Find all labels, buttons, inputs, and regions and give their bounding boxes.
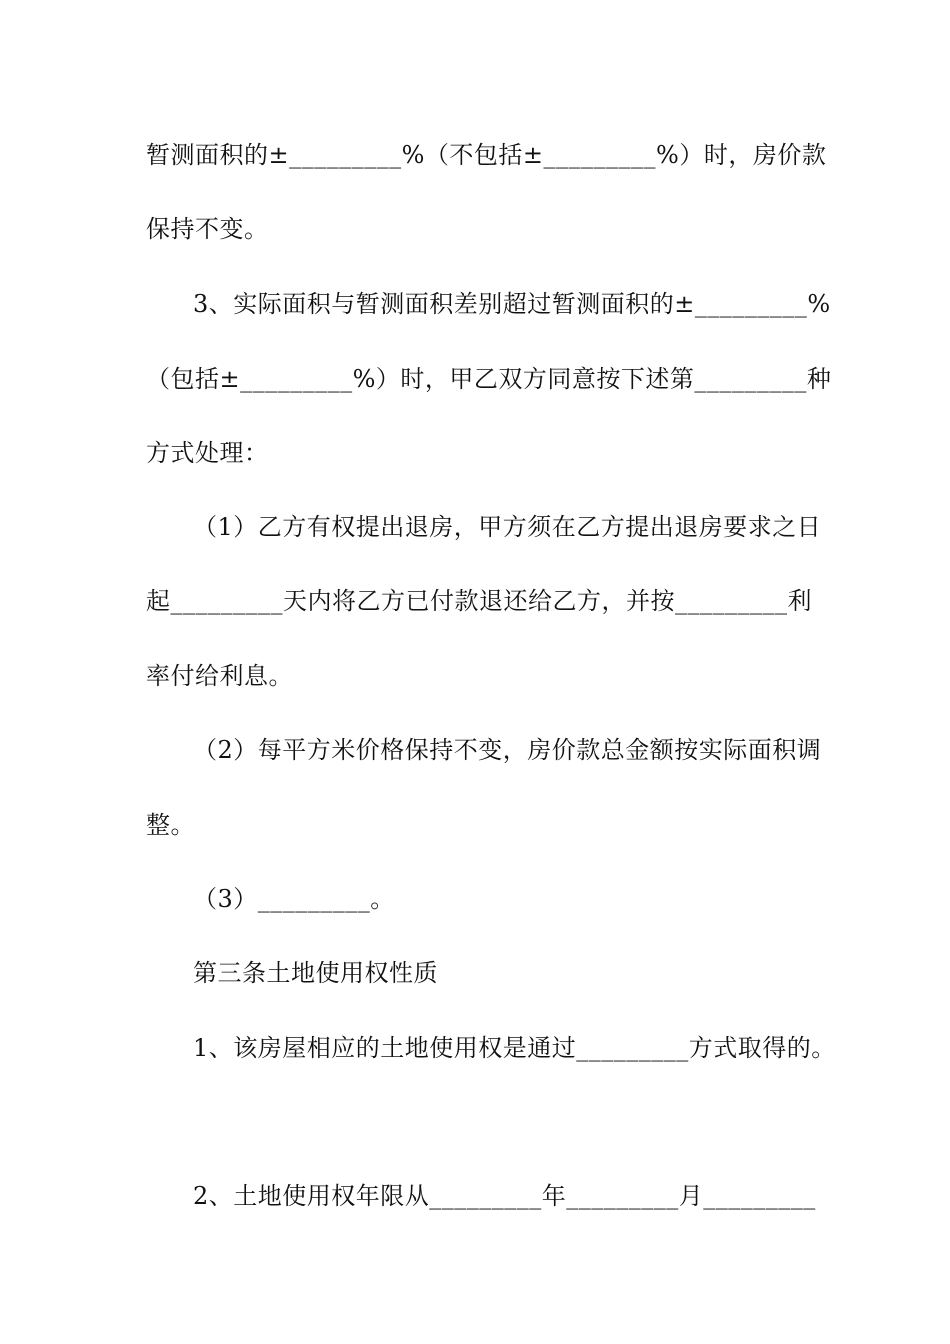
paragraph-line: （1）乙方有权提出退房，甲方须在乙方提出退房要求之日 [193, 513, 822, 541]
paragraph-line: 2、土地使用权年限从_________年_________月_________ [193, 1182, 816, 1210]
paragraph-line: 率付给利息。 [146, 662, 293, 690]
paragraph-line: 保持不变。 [146, 215, 269, 243]
section-heading: 第三条土地使用权性质 [193, 959, 438, 987]
paragraph-line: 整。 [146, 811, 195, 839]
paragraph-line: 3、实际面积与暂测面积差别超过暂测面积的±_________% [193, 290, 831, 318]
paragraph-line: 起_________天内将乙方已付款退还给乙方，并按_________利 [146, 587, 812, 615]
paragraph-line: （包括±_________%）时，甲乙双方同意按下述第_________种 [146, 365, 832, 393]
paragraph-line: （2）每平方米价格保持不变，房价款总金额按实际面积调 [193, 736, 822, 764]
paragraph-line: （3）_________。 [193, 885, 395, 913]
paragraph-line: 方式处理： [146, 439, 269, 467]
paragraph-line: 1、该房屋相应的土地使用权是通过_________方式取得的。 [193, 1034, 836, 1062]
paragraph-line: 暂测面积的±_________%（不包括±_________%）时，房价款 [146, 141, 827, 169]
